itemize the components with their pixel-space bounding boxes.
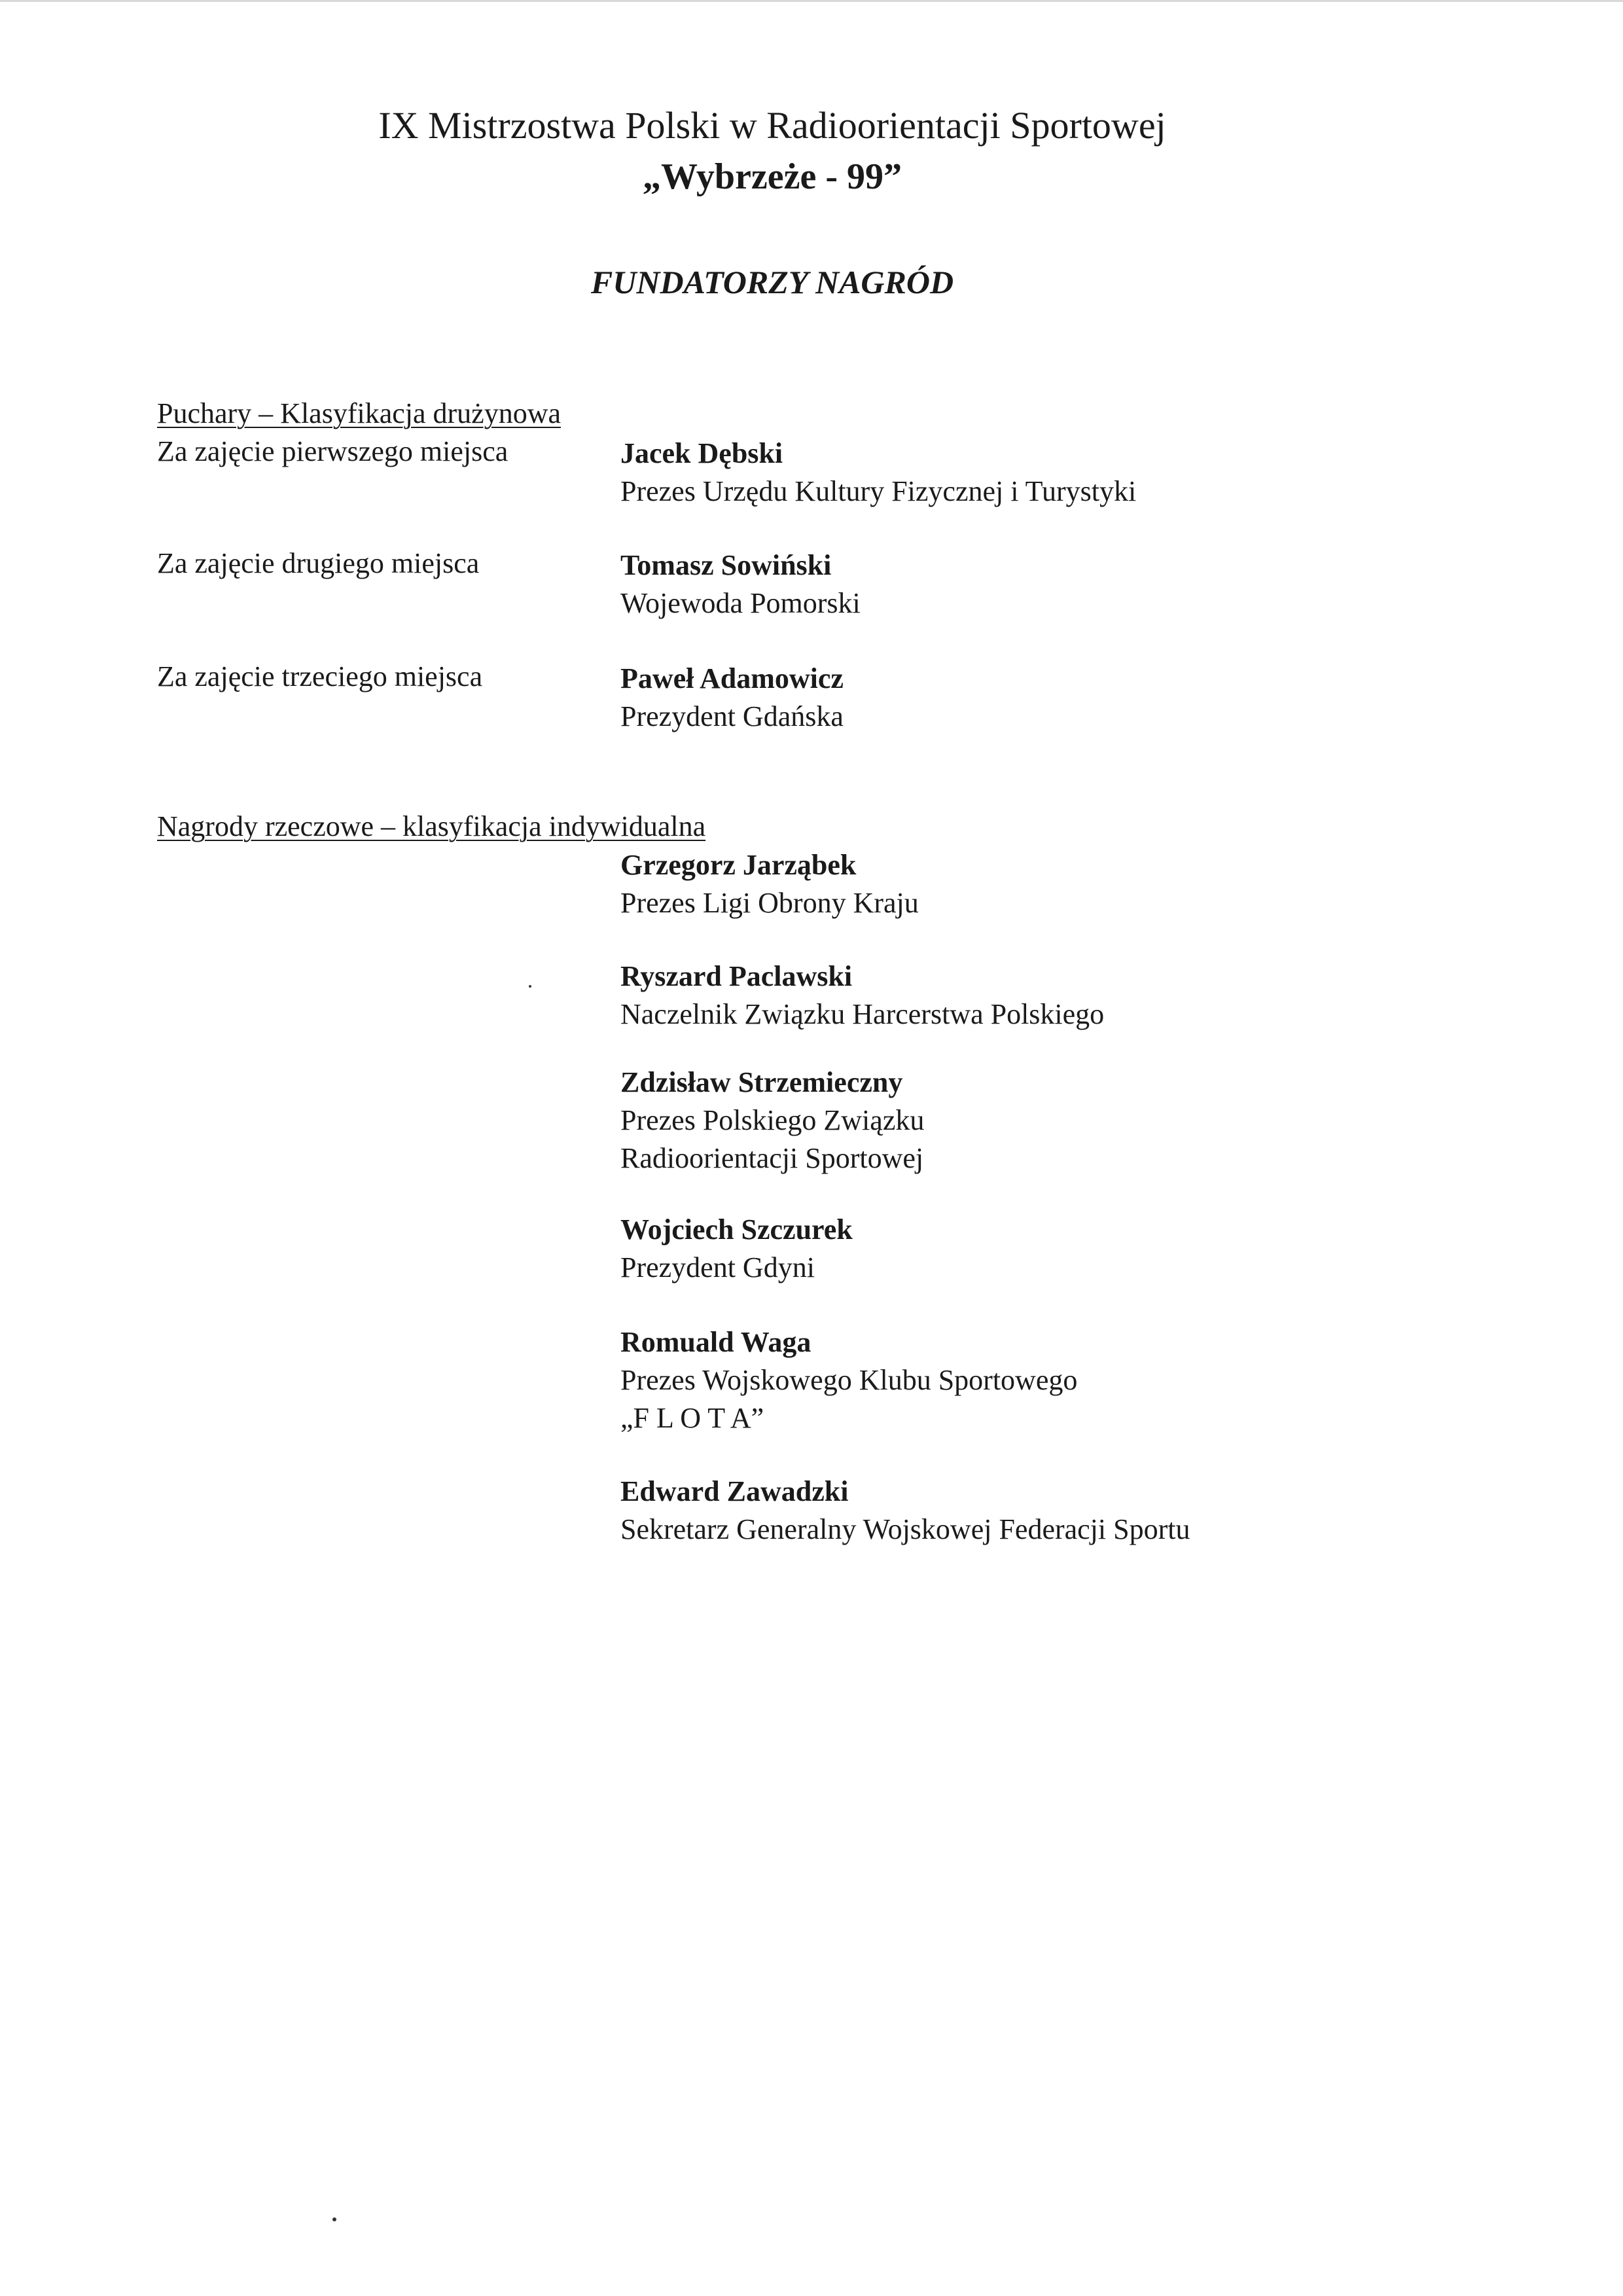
scan-top-edge [0, 0, 1623, 2]
funder-name: Romuald Waga [620, 1326, 812, 1358]
funder-name: Zdzisław Strzemieczny [620, 1066, 903, 1098]
funder-name: Edward Zawadzki [620, 1475, 849, 1507]
funder-individual [620, 1323, 1077, 1437]
funder-individual [620, 1064, 924, 1177]
funder-individual [620, 958, 1104, 1033]
funder-role: Prezydent Gdańska [620, 700, 844, 732]
funder-first-place [620, 435, 1136, 511]
place-label-third: Za zajęcie trzeciego miejsca [157, 660, 483, 692]
funder-role: Naczelnik Związku Harcerstwa Polskiego [620, 998, 1105, 1030]
funder-name: Paweł Adamowicz [620, 662, 844, 694]
scan-speck [529, 985, 531, 988]
funder-role: Prezes Wojskowego Klubu Sportowego [620, 1364, 1078, 1396]
event-name: „Wybrzeże - 99” [643, 156, 902, 197]
funder-role: Prezes Polskiego Związku [620, 1104, 925, 1136]
funder-role: „F L O T A” [620, 1402, 764, 1434]
funder-third-place [620, 660, 844, 736]
funder-role: Sekretarz Generalny Wojskowej Federacji Sportu [620, 1513, 1190, 1545]
funder-individual [620, 1211, 853, 1287]
funder-role: Radioorientacji Sportowej [620, 1142, 924, 1174]
funder-individual [620, 846, 919, 922]
place-label-first: Za zajęcie pierwszego miejsca [157, 435, 508, 467]
individual-classification-heading: Nagrody rzeczowe – klasyfikacja indywidualna [157, 810, 706, 842]
funder-role: Wojewoda Pomorski [620, 587, 861, 619]
funder-name: Jacek Dębski [620, 437, 783, 469]
funder-role: Prezydent Gdyni [620, 1251, 815, 1283]
section-heading: FUNDATORZY NAGRÓD [590, 264, 954, 300]
team-classification-heading: Puchary – Klasyfikacja drużynowa [157, 397, 562, 429]
funder-name: Tomasz Sowiński [620, 549, 832, 581]
scan-speck [332, 2217, 336, 2221]
funder-name: Ryszard Paclawski [620, 960, 853, 992]
place-label-second: Za zajęcie drugiego miejsca [157, 547, 480, 579]
document-title: IX Mistrzostwa Polski w Radioorientacji Sportowej [378, 104, 1166, 147]
funder-name: Wojciech Szczurek [620, 1213, 853, 1246]
funder-individual [620, 1473, 1190, 1549]
funder-role: Prezes Ligi Obrony Kraju [620, 887, 919, 919]
funder-second-place [620, 547, 861, 622]
funder-name: Grzegorz Jarząbek [620, 849, 857, 881]
funder-role: Prezes Urzędu Kultury Fizycznej i Turystyki [620, 475, 1137, 507]
